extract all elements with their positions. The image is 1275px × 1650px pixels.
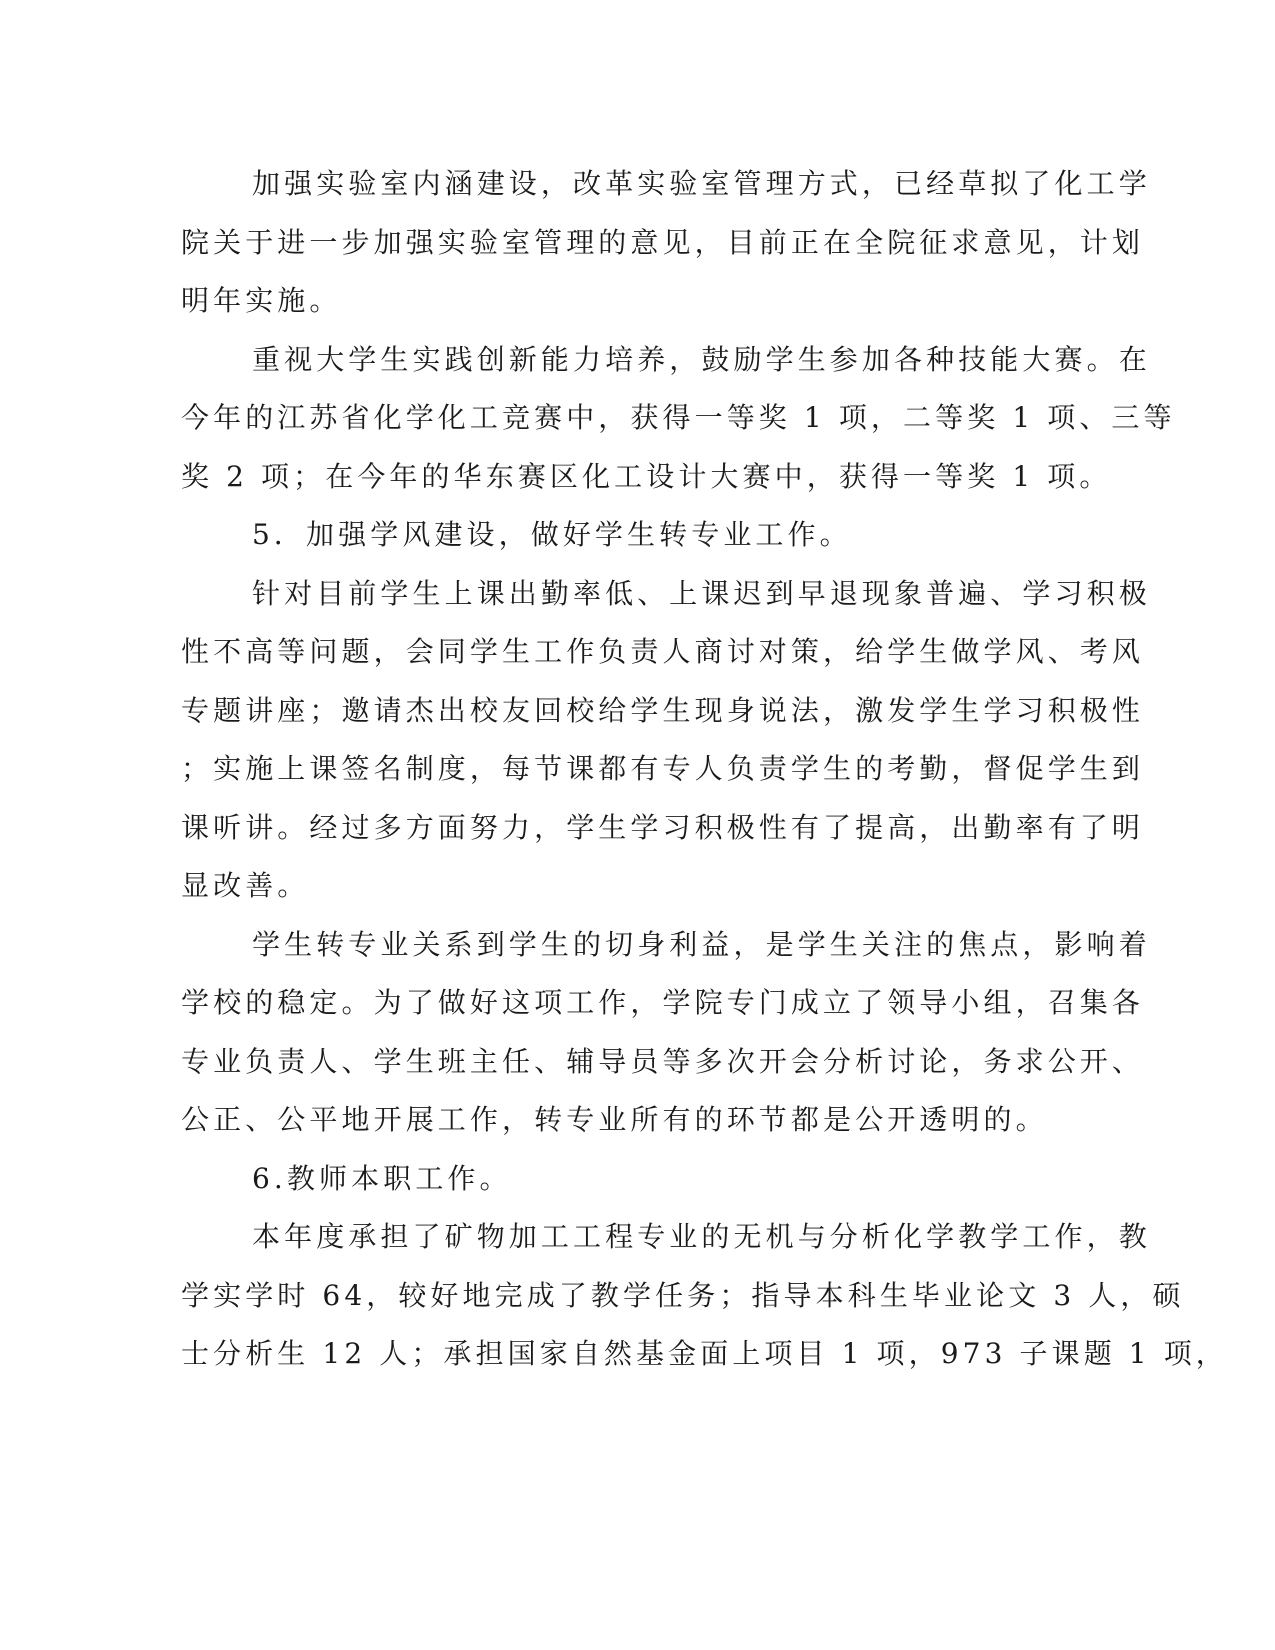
paragraph-line: 士分析生 12 人；承担国家自然基金面上项目 1 项，973 子课题 1 项，	[181, 1337, 1228, 1370]
paragraph-line: ；实施上课签名制度，每节课都有专人负责学生的考勤，督促学生到	[181, 752, 1145, 785]
paragraph-line: 本年度承担了矿物加工工程专业的无机与分析化学教学工作，教	[252, 1220, 1151, 1253]
paragraph-line: 加强实验室内涵建设，改革实验室管理方式，已经草拟了化工学	[252, 167, 1151, 200]
section-heading: 6.教师本职工作。	[252, 1162, 512, 1195]
section-heading: 5．加强学风建设，做好学生转专业工作。	[252, 518, 852, 551]
paragraph-line: 学生转专业关系到学生的切身利益，是学生关注的焦点，影响着	[252, 928, 1151, 961]
paragraph-line: 明年实施。	[181, 284, 342, 317]
paragraph-line: 奖 2 项；在今年的华东赛区化工设计大赛中，获得一等奖 1 项。	[181, 460, 1112, 493]
paragraph-line: 学实学时 64，较好地完成了教学任务；指导本科生毕业论文 3 人，硕	[181, 1279, 1185, 1312]
paragraph-line: 针对目前学生上课出勤率低、上课迟到早退现象普遍、学习积极	[252, 577, 1151, 610]
paragraph-line: 专业负责人、学生班主任、辅导员等多次开会分析讨论，务求公开、	[181, 1045, 1145, 1078]
paragraph-line: 重视大学生实践创新能力培养，鼓励学生参加各种技能大赛。在	[252, 343, 1151, 376]
paragraph-line: 性不高等问题，会同学生工作负责人商讨对策，给学生做学风、考风	[181, 635, 1145, 668]
paragraph-line: 显改善。	[181, 869, 310, 902]
paragraph-line: 专题讲座；邀请杰出校友回校给学生现身说法，激发学生学习积极性	[181, 694, 1145, 727]
paragraph-line: 公正、公平地开展工作，转专业所有的环节都是公开透明的。	[181, 1103, 1048, 1136]
paragraph-line: 学校的稳定。为了做好这项工作，学院专门成立了领导小组，召集各	[181, 986, 1145, 1019]
paragraph-line: 今年的江苏省化学化工竞赛中，获得一等奖 1 项，二等奖 1 项、三等	[181, 401, 1176, 434]
paragraph-line: 课听讲。经过多方面努力，学生学习积极性有了提高，出勤率有了明	[181, 811, 1145, 844]
paragraph-line: 院关于进一步加强实验室管理的意见，目前正在全院征求意见，计划	[181, 226, 1145, 259]
